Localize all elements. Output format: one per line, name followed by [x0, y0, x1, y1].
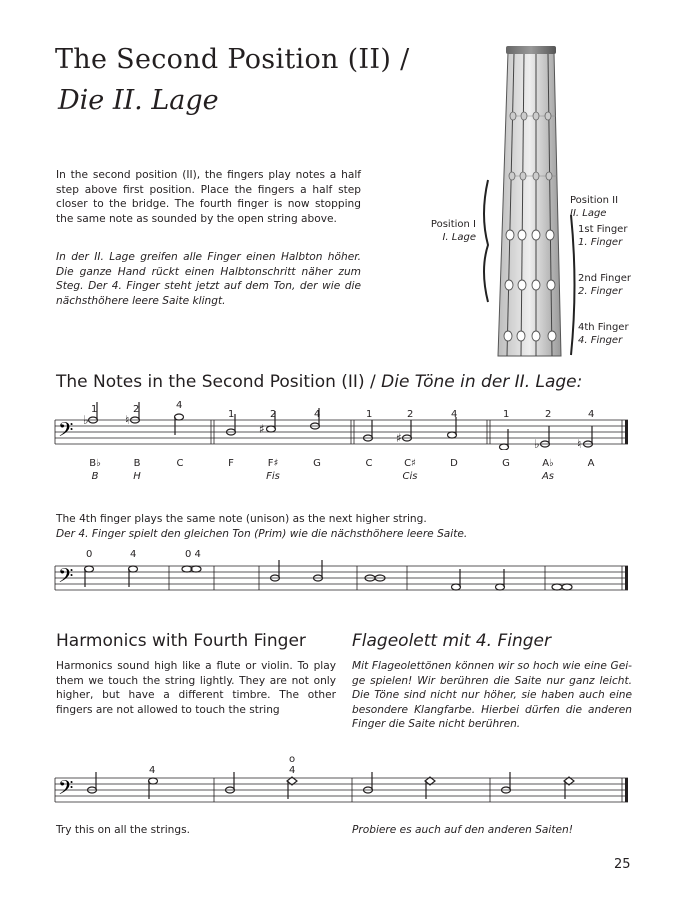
finger4-de: 4. Finger: [578, 334, 623, 346]
staff3-notation: [0, 772, 700, 812]
finger1-de: 1. Finger: [578, 236, 623, 248]
harmonics-heading-en: Harmonics with Fourth Finger: [56, 631, 306, 651]
svg-text:♮: ♮: [577, 437, 582, 450]
harmonics-text-de: Mit Flageolettönen können wir so hoch wie eine Geige spielen! Wir berühren die Saite nur ganz leicht. Die Töne sind nicht nur höher, sie haben auch eine besondere Klangfarbe. Hierbei dürfen die anderen Finger die Saite nicht berühren.: [352, 660, 632, 730]
page-subtitle: Die II. Lage: [58, 85, 219, 116]
note-name: F♯ Fis: [266, 458, 280, 482]
note-name: B H: [133, 458, 141, 482]
fingering: 0: [86, 549, 93, 560]
bass-clef-icon: 𝄢: [58, 564, 74, 592]
note-name: C♯ Cis: [402, 458, 418, 482]
harmonic-circle: o: [289, 754, 296, 765]
position2-en: Position II: [570, 195, 619, 206]
position1-en: Position I: [430, 219, 476, 230]
fingering: 4: [588, 409, 595, 420]
svg-text:♭: ♭: [83, 413, 89, 427]
fingering: 1: [228, 409, 235, 420]
notes-heading-en: The Notes in the Second Position (II) /: [56, 372, 382, 392]
fingering: 1: [91, 404, 98, 415]
fingering: 1: [366, 409, 373, 420]
finger2-label: [578, 273, 631, 298]
finger2-en: 2nd Finger: [578, 273, 631, 284]
note-name: C: [176, 458, 184, 469]
note-name: F: [228, 458, 234, 469]
staff1-note-names: [0, 457, 700, 485]
position1-de: I. Lage: [442, 231, 476, 243]
svg-text:♭: ♭: [534, 437, 540, 450]
page-title: The Second Position (II) /: [55, 44, 410, 75]
intro-english: In the second position (II), the fingers play notes a half step above first position. Place the fingers a half step closer to the bridge. The fourth finger is now stopping the same note as sounded by the open string above.: [56, 169, 361, 225]
position1-label: [424, 219, 476, 244]
intro-german: In der II. Lage greifen alle Finger einen Halbton höher. Die ganze Hand rückt einen Halbtonschritt näher zum Steg. Der 4. Finger steht jetzt auf dem Ton, der wie die nächsthöhere leere Saite klingt.: [56, 251, 361, 307]
staff2-notation: [0, 560, 700, 600]
fingering: 2: [407, 409, 414, 420]
svg-text:♮: ♮: [125, 413, 130, 427]
fingering: 4: [314, 409, 321, 420]
svg-text:♯: ♯: [259, 422, 265, 436]
fingering: 4: [451, 409, 458, 420]
finger4-en: 4th Finger: [578, 322, 629, 333]
finger1-en: 1st Finger: [578, 224, 628, 235]
page-number: 25: [614, 857, 631, 872]
footer-english: Try this on all the strings.: [56, 824, 190, 836]
bass-clef-icon: 𝄢: [58, 418, 74, 446]
svg-text:♯: ♯: [396, 431, 402, 445]
fingering: 2: [545, 409, 552, 420]
footer-german: Probiere es auch auf den anderen Saiten!: [352, 824, 573, 836]
fingering: 4: [130, 549, 137, 560]
note-name: G: [502, 458, 510, 469]
finger4-label: [578, 322, 629, 347]
note-name: B♭ B: [89, 458, 101, 482]
finger2-de: 2. Finger: [578, 285, 623, 297]
staff2-notes: [85, 560, 573, 590]
staff3-notes: [88, 772, 575, 799]
note-name: G: [313, 458, 321, 469]
fingering: 4: [289, 765, 296, 776]
fingering: 2: [270, 409, 277, 420]
position2-de: II. Lage: [570, 207, 607, 219]
harmonics-text-en: Harmonics sound high like a flute or violin. To play them we touch the string lightly. They are not only higher, but have a different timbre. The other fingers are not allowed to touch the string: [56, 660, 336, 716]
note-name: C: [365, 458, 373, 469]
position2-label: [570, 195, 618, 220]
fingering: 0 4: [185, 549, 201, 560]
finger1-label: [578, 224, 627, 249]
unison-german: Der 4. Finger spielt den gleichen Ton (Prim) wie die nächsthöhere leere Saite.: [56, 528, 468, 540]
harmonics-heading-de: Flageolett mit 4. Finger: [352, 631, 551, 651]
fingering: 4: [176, 400, 183, 411]
staff1-fingerings: [0, 400, 700, 420]
notes-heading: [56, 372, 582, 392]
bass-clef-icon: 𝄢: [58, 776, 74, 804]
note-name: A: [587, 458, 595, 469]
notes-heading-de: Die Töne in der II. Lage:: [381, 372, 583, 392]
note-name: A♭ As: [541, 458, 555, 482]
fingering: 1: [503, 409, 510, 420]
fingering: 2: [133, 404, 140, 415]
fingering: 4: [149, 765, 156, 776]
unison-english: The 4th finger plays the same note (unison) as the next higher string.: [56, 513, 427, 525]
note-name: D: [450, 458, 458, 469]
